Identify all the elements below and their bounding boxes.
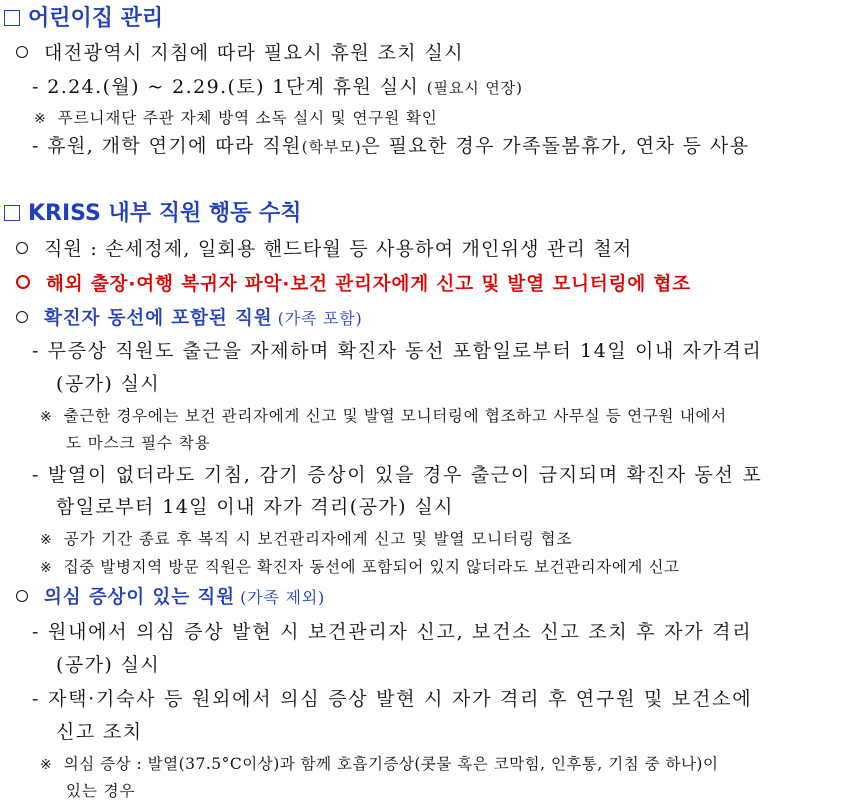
note-continuation: 있는 경우 bbox=[66, 782, 136, 800]
checkbox-square-icon bbox=[4, 10, 20, 26]
reference-mark-icon: ※ bbox=[40, 532, 52, 548]
sub-item-continuation: (공가) 실시 bbox=[56, 373, 161, 395]
circle-bullet-icon bbox=[16, 311, 28, 323]
sub-item-continuation: 신고 조치 bbox=[56, 721, 143, 743]
circle-bullet-icon bbox=[16, 590, 28, 602]
sub-item: - 2.24.(월) ~ 2.29.(토) 1단계 휴원 실시 (필요시 연장) bbox=[32, 76, 523, 98]
sub-item: - 발열이 없더라도 기침, 감기 증상이 있을 경우 출근이 금지되며 확진자 동선 포 bbox=[32, 464, 763, 486]
reference-mark-icon: ※ bbox=[40, 560, 52, 576]
reference-mark-icon: ※ bbox=[40, 409, 52, 425]
bullet-item: 대전광역시 지침에 따라 필요시 휴원 조치 실시 bbox=[16, 42, 464, 65]
sub-item: - 휴원, 개학 연기에 따라 직원(학부모)은 필요한 경우 가족돌봄휴가, 연차 등 사용 bbox=[32, 135, 750, 157]
checkbox-square-icon bbox=[4, 205, 20, 221]
reference-mark-icon: ※ bbox=[34, 111, 46, 127]
note-item: ※ 푸르니재단 주관 자체 방역 소독 실시 및 연구원 확인 bbox=[34, 109, 438, 127]
note-item: ※ 출근한 경우에는 보건 관리자에게 신고 및 발열 모니터링에 협조하고 사무실 등 연구원 내에서 bbox=[40, 407, 727, 425]
sub-item: - 자택·기숙사 등 원외에서 의심 증상 발현 시 자가 격리 후 연구원 및 보건소에 bbox=[32, 688, 753, 710]
sub-item-continuation: 함일로부터 14일 이내 자가 격리(공가) 실시 bbox=[56, 496, 454, 518]
note-item: ※ 의심 증상 : 발열(37.5°C이상)과 함께 호흡기증상(콧물 혹은 코막힘, 인후통, 기침 중 하나)이 bbox=[40, 755, 719, 773]
sub-item-continuation: (공가) 실시 bbox=[56, 654, 161, 676]
section-title-daycare: 어린이집 관리 bbox=[4, 6, 163, 32]
circle-bullet-icon bbox=[16, 46, 28, 58]
note-item: ※ 공가 기간 종료 후 복직 시 보건관리자에게 신고 및 발열 모니터링 협조 bbox=[40, 530, 573, 548]
bullet-item: 의심 증상이 있는 직원 (가족 제외) bbox=[16, 587, 325, 609]
note-item: ※ 집중 발병지역 방문 직원은 확진자 동선에 포함되어 있지 않더라도 보건관리자에게 신고 bbox=[40, 558, 680, 576]
sub-item: - 원내에서 의심 증상 발현 시 보건관리자 신고, 보건소 신고 조치 후 자가 격리 bbox=[32, 621, 753, 643]
circle-bullet-icon bbox=[16, 275, 30, 289]
bullet-item: 직원 : 손세정제, 일회용 핸드타월 등 사용하여 개인위생 관리 철저 bbox=[16, 238, 632, 261]
bullet-item: 확진자 동선에 포함된 직원 (가족 포함) bbox=[16, 308, 363, 330]
note-continuation: 도 마스크 필수 착용 bbox=[66, 434, 211, 452]
circle-bullet-icon bbox=[16, 242, 28, 254]
alert-bullet-item: 해외 출장·여행 복귀자 파악·보건 관리자에게 신고 및 발열 모니터링에 협조 bbox=[16, 274, 691, 296]
reference-mark-icon: ※ bbox=[40, 757, 52, 773]
section-title-kriss-rules: KRISS 내부 직원 행동 수칙 bbox=[4, 201, 302, 227]
sub-item: - 무증상 직원도 출근을 자제하며 확진자 동선 포함일로부터 14일 이내 자가격리 bbox=[32, 340, 763, 362]
